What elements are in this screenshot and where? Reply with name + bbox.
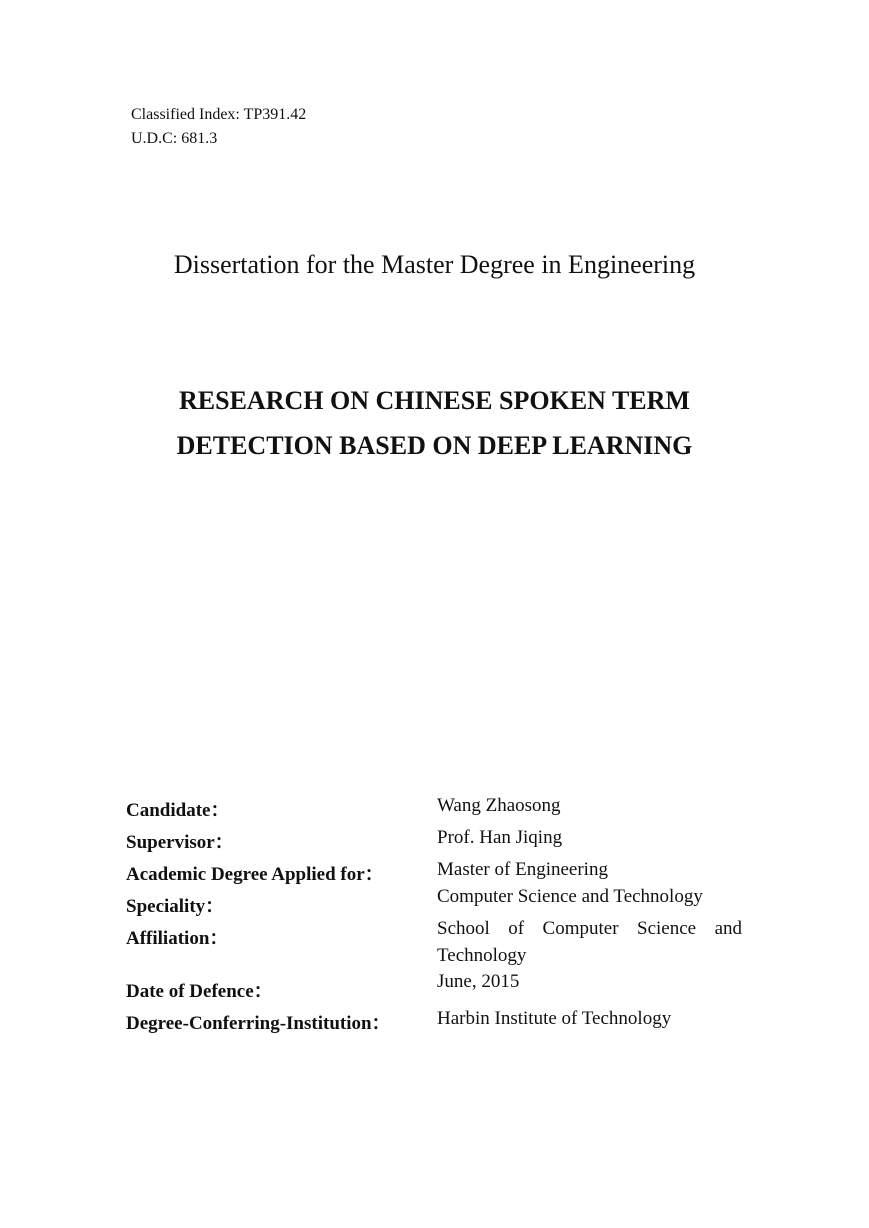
institution-value: Harbin Institute of Technology [437, 1008, 672, 1029]
candidate-label: Candidate： [126, 800, 230, 821]
udc-code: U.D.C: 681.3 [131, 130, 218, 147]
thesis-title-line2: DETECTION BASED ON DEEP LEARNING [176, 431, 693, 460]
affiliation-label: Affiliation： [126, 928, 229, 949]
supervisor-label: Supervisor： [126, 832, 234, 853]
defence-value: June, 2015 [437, 971, 520, 992]
degree-value: Master of Engineering [437, 859, 608, 880]
degree-title: Dissertation for the Master Degree in Engineering [173, 250, 696, 279]
speciality-label: Speciality： [126, 896, 225, 917]
supervisor-value: Prof. Han Jiqing [437, 827, 563, 848]
speciality-value: Computer Science and Technology [437, 886, 703, 907]
candidate-value: Wang Zhaosong [437, 795, 561, 816]
defence-label: Date of Defence： [126, 981, 273, 1002]
institution-label: Degree-Conferring-Institution： [126, 1013, 391, 1034]
classified-index: Classified Index: TP391.42 [131, 106, 307, 123]
thesis-title-line1: RESEARCH ON CHINESE SPOKEN TERM [179, 386, 690, 415]
affiliation-value-line2: Technology [437, 945, 527, 966]
affiliation-value-line1: School of Computer Science and [437, 918, 742, 939]
degree-label: Academic Degree Applied for： [126, 864, 384, 885]
